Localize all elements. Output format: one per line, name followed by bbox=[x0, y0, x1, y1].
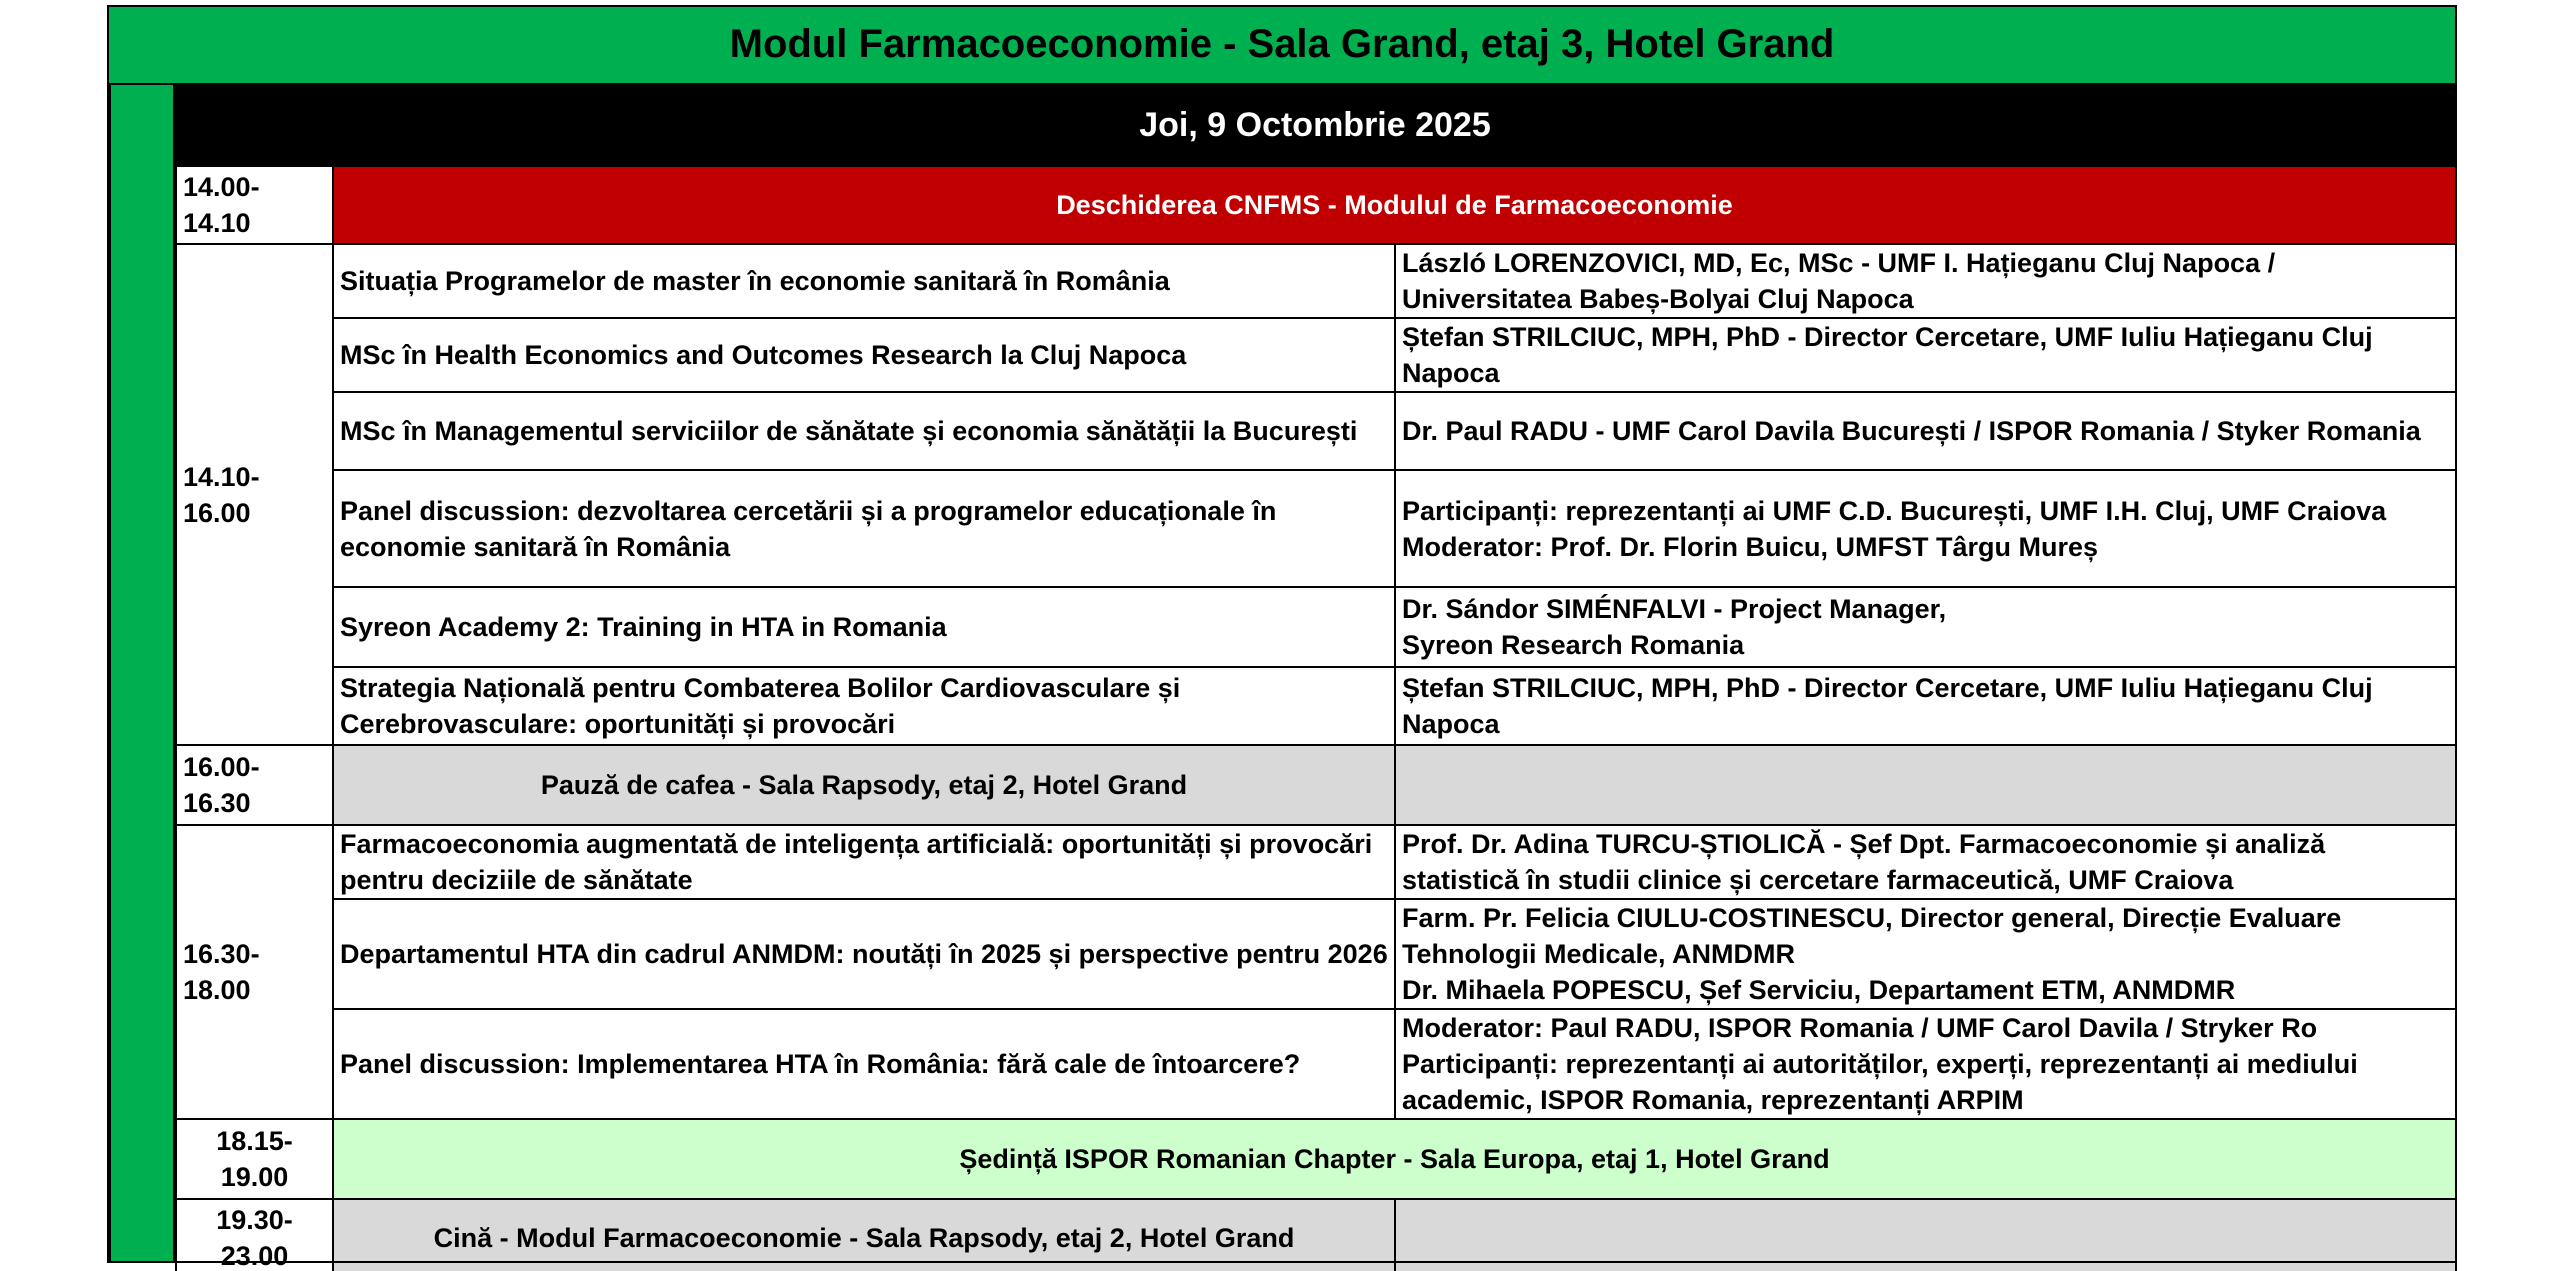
opening-session: Deschiderea CNFMS - Modulul de Farmacoeconomie bbox=[333, 166, 2456, 244]
topic-cell: Syreon Academy 2: Training in HTA in Romania bbox=[333, 587, 1395, 667]
time-cell: 18.15- 19.00 bbox=[176, 1119, 333, 1199]
speaker-cell: Moderator: Paul RADU, ISPOR Romania / UMF Carol Davila / Stryker Ro Participanți: reprezentanți ai autorităților, experți, reprezentanți ai mediului academic, ISPOR Romania, reprezentanți ARPIM bbox=[1395, 1009, 2456, 1119]
date-header: Joi, 9 Octombrie 2025 bbox=[175, 85, 2455, 165]
topic-cell: MSc în Health Economics and Outcomes Research la Cluj Napoca bbox=[333, 318, 1395, 392]
speaker-cell: László LORENZOVICI, MD, Ec, MSc - UMF I. Hațieganu Cluj Napoca / Universitatea Babeș-Bolyai Cluj Napoca bbox=[1395, 244, 2456, 318]
topic-cell: Panel discussion: dezvoltarea cercetării și a programelor educaționale în economie sanitară în România bbox=[333, 470, 1395, 587]
speaker-cell: Dr. Paul RADU - UMF Carol Davila București / ISPOR Romania / Styker Romania bbox=[1395, 392, 2456, 470]
topic-cell: MSc în Managementul serviciilor de sănătate și economia sănătății la București bbox=[333, 392, 1395, 470]
topic-cell: Strategia Națională pentru Combaterea Bolilor Cardiovasculare și Cerebrovasculare: oportunități și provocări bbox=[333, 667, 1395, 745]
time-cell: 14.00- 14.10 bbox=[176, 166, 333, 244]
topic-cell: Situația Programelor de master în economie sanitară în România bbox=[333, 244, 1395, 318]
speaker-cell: Ștefan STRILCIUC, MPH, PhD - Director Cercetare, UMF Iuliu Hațieganu Cluj Napoca bbox=[1395, 667, 2456, 745]
topic-cell: Farmacoeconomia augmentată de inteligența artificială: oportunități și provocări pentru deciziile de sănătate bbox=[333, 825, 1395, 899]
speaker-cell: Prof. Dr. Adina TURCU-ȘTIOLICĂ - Șef Dpt. Farmacoeconomie și analiză statistică în studii clinice și cercetare farmaceutică, UMF Craiova bbox=[1395, 825, 2456, 899]
speaker-cell: Farm. Pr. Felicia CIULU-COSTINESCU, Director general, Direcție Evaluare Tehnologii Medicale, ANMDMR Dr. Mihaela POPESCU, Șef Serviciu, Departament ETM, ANMDMR bbox=[1395, 899, 2456, 1009]
time-cell: 16.30- 18.00 bbox=[176, 825, 333, 1119]
topic-cell: Panel discussion: Implementarea HTA în România: fără cale de întoarcere? bbox=[333, 1009, 1395, 1119]
outer-frame bbox=[107, 5, 2457, 1263]
page-title: Modul Farmacoeconomie - Sala Grand, etaj 3, Hotel Grand bbox=[109, 5, 2455, 85]
time-cell: 19.30- 23.00 bbox=[176, 1199, 333, 1271]
topic-cell: Departamentul HTA din cadrul ANMDM: noutăți în 2025 și perspective pentru 2026 bbox=[333, 899, 1395, 1009]
speaker-cell: Participanți: reprezentanți ai UMF C.D. București, UMF I.H. Cluj, UMF Craiova Moderator: Prof. Dr. Florin Buicu, UMFST Târgu Mureș bbox=[1395, 470, 2456, 587]
speaker-cell: Dr. Sándor SIMÉNFALVI - Project Manager, Syreon Research Romania bbox=[1395, 587, 2456, 667]
dinner: Cină - Modul Farmacoeconomie - Sala Rapsody, etaj 2, Hotel Grand bbox=[333, 1199, 1395, 1271]
time-cell: 14.10- 16.00 bbox=[176, 244, 333, 745]
ispor-meeting: Ședință ISPOR Romanian Chapter - Sala Europa, etaj 1, Hotel Grand bbox=[333, 1119, 2456, 1199]
speaker-cell: Ștefan STRILCIUC, MPH, PhD - Director Cercetare, UMF Iuliu Hațieganu Cluj Napoca bbox=[1395, 318, 2456, 392]
time-cell: 16.00- 16.30 bbox=[176, 745, 333, 825]
coffee-break: Pauză de cafea - Sala Rapsody, etaj 2, Hotel Grand bbox=[333, 745, 1395, 825]
